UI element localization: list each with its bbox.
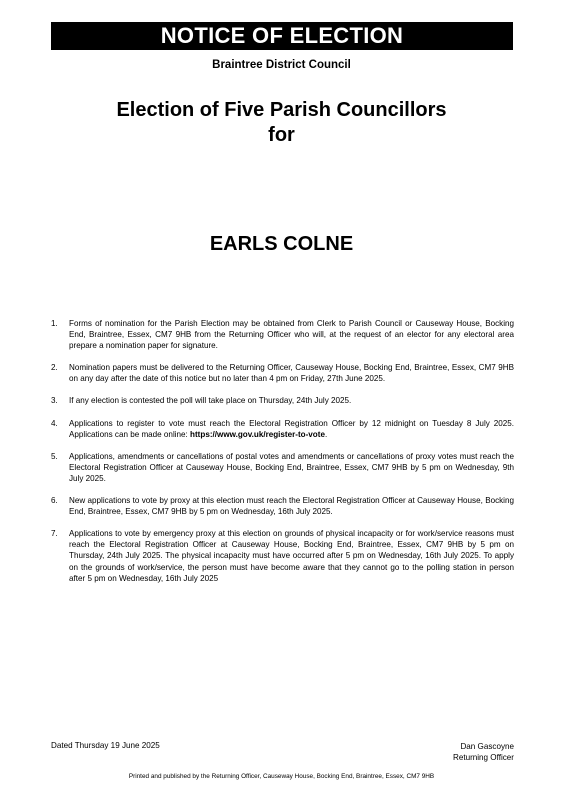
notice-item-4 <box>51 418 514 440</box>
notice-item-3 <box>51 395 514 406</box>
signoff <box>453 741 514 763</box>
notice-item-5 <box>51 451 514 484</box>
item-number: 3. <box>51 396 58 406</box>
notice-item-2 <box>51 362 514 384</box>
officer-title: Returning Officer <box>452 753 514 762</box>
item-text: Applications to register to vote must reach the Electoral Registration Officer by 12 midnight on Tuesday 8 July 2025. Applications can be made online: <box>69 418 514 439</box>
parish-name: EARLS COLNE <box>209 233 354 255</box>
item-number: 5. <box>51 451 58 461</box>
election-title-line2: for <box>268 124 295 146</box>
item-text: Applications, amendments or cancellations of postal votes and amendments or cancellations of proxy votes must reach the Electoral Registration Officer at Causeway House, Bocking End, Braintree, Essex, CM7 9HB by 5 pm on Wednesday, 9th July 2025. <box>69 451 514 483</box>
council-name: Braintree District Council <box>212 59 351 71</box>
item-number: 7. <box>51 529 58 539</box>
notice-items <box>51 318 514 595</box>
item-number: 1. <box>51 319 58 328</box>
item-text: Nomination papers must be delivered to the Returning Officer, Causeway House, Bocking End, Braintree, Essex, CM7 9HB on any day after the date of this notice but no later than 4 pm on Friday, 27th June 2025. <box>69 363 514 384</box>
officer-name: Dan Gascoyne <box>460 742 514 751</box>
item-text-end: . <box>324 429 328 439</box>
item-number: 4. <box>51 418 58 428</box>
notice-item-6 <box>51 495 514 517</box>
notice-item-7 <box>51 528 514 583</box>
notice-date: Dated Thursday 19 June 2025 <box>51 741 160 750</box>
register-to-vote-link[interactable]: https://www.gov.uk/register-to-vote <box>190 429 325 439</box>
item-text: New applications to vote by proxy at this election must reach the Electoral Registration Officer at Causeway House, Bocking End, Braintree, Essex, CM7 9HB by 5 pm on Wednesday, 16th July 2025. <box>69 496 514 517</box>
item-text: If any election is contested the poll will take place on Thursday, 24th July 2025. <box>69 396 352 406</box>
election-title-line1: Election of Five Parish Councillors <box>116 99 447 121</box>
item-number: 6. <box>51 496 58 506</box>
notice-item-1 <box>51 318 514 351</box>
item-number: 2. <box>51 363 58 373</box>
item-text: Forms of nomination for the Parish Election may be obtained from Clerk to Parish Council or Causeway House, Bocking End, Braintree, Essex, CM7 9HB from the Returning Officer who will, at the request of an elector for any electoral area prepare a nomination paper for signature. <box>69 319 514 351</box>
imprint: Printed and published by the Returning Officer, Causeway House, Bocking End, Braintree, Essex, CM7 9HB <box>128 773 435 780</box>
item-text: Applications to vote by emergency proxy at this election on grounds of physical incapacity or for work/service reasons must reach the Electoral Registration Officer at Causeway House, Bocking End, Braintree, Essex, CM7 9HB by 5 pm on Thursday, 24th July 2025. The physical incapacity must have occurred after 5 pm on Wednesday, 16th July 2025. To apply on the grounds of work/service, the person must have become aware that they cannot go to the polling station in person after 5 pm on Wednesday, 16th July 2025 <box>69 529 514 583</box>
election-title <box>0 98 563 148</box>
notice-banner: NOTICE OF ELECTION <box>51 22 513 50</box>
